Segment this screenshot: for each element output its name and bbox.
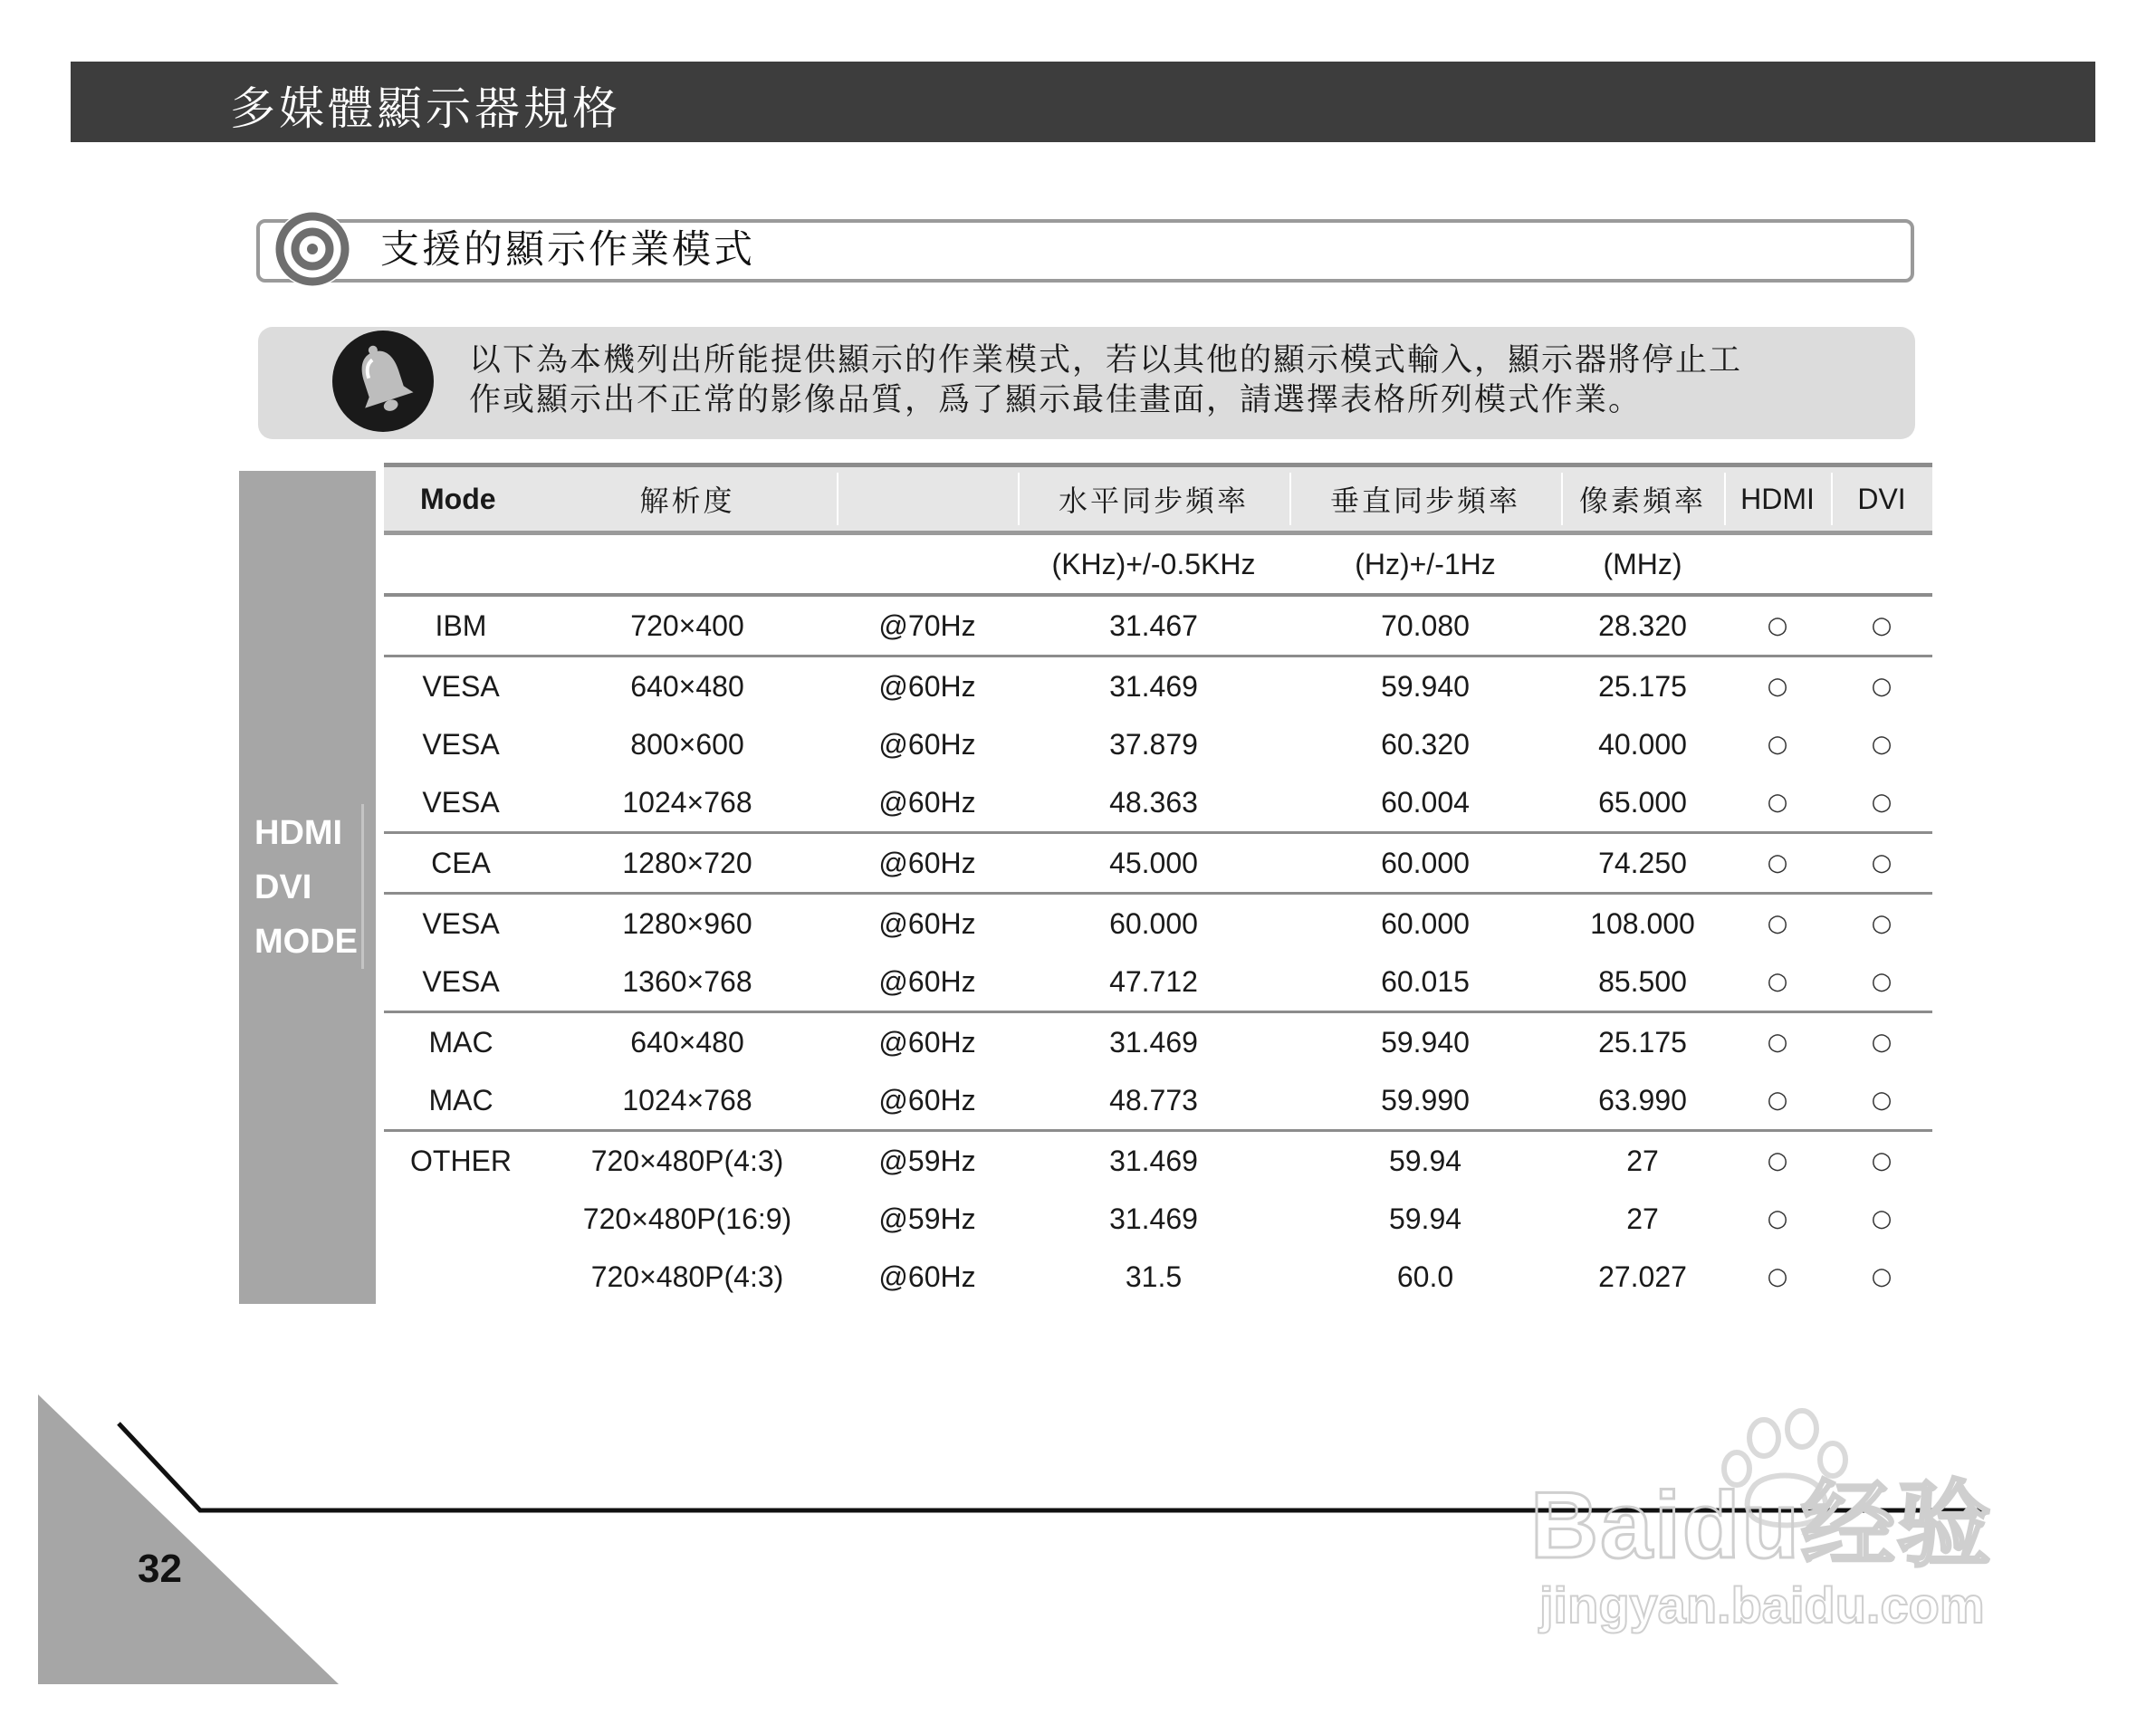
table-row	[384, 715, 1932, 773]
header-hdmi: HDMI	[1740, 482, 1815, 515]
cell-pixel-freq: 28.320	[1598, 608, 1687, 642]
cell-mode: MAC	[428, 1083, 493, 1116]
cell-refresh-rate: @60Hz	[878, 964, 976, 998]
bell-icon	[331, 329, 436, 434]
header-divider	[1561, 473, 1563, 525]
cell-pixel-freq: 25.175	[1598, 1025, 1687, 1059]
cell-pixel-freq: 27	[1626, 1144, 1659, 1177]
cell-mode: VESA	[422, 906, 500, 940]
cell-refresh-rate: @59Hz	[878, 1202, 976, 1235]
cell-hdmi-support: ○	[1767, 1205, 1788, 1232]
cell-resolution: 720×480P(4:3)	[590, 1144, 784, 1177]
cell-mode: VESA	[422, 785, 500, 819]
side-label-hdmi: HDMI	[254, 814, 343, 852]
cell-mode: MAC	[428, 1025, 493, 1059]
cell-resolution: 720×480P(16:9)	[582, 1202, 792, 1235]
cell-hdmi-support: ○	[1767, 1263, 1788, 1290]
table-row-group	[384, 1132, 1932, 1306]
cell-resolution: 640×480	[630, 669, 744, 703]
cell-mode: VESA	[422, 669, 500, 703]
cell-h-freq: 48.773	[1109, 1083, 1198, 1116]
table-row	[384, 597, 1932, 655]
cell-h-freq: 31.5	[1125, 1260, 1183, 1293]
side-divider	[361, 804, 364, 969]
cell-h-freq: 37.879	[1109, 727, 1198, 761]
table-body	[384, 597, 1932, 1306]
cell-mode: IBM	[435, 608, 487, 642]
cell-h-freq: 47.712	[1109, 964, 1198, 998]
cell-hdmi-support: ○	[1767, 789, 1788, 816]
table-row-group	[384, 834, 1932, 895]
unit-h-freq: (KHz)+/-0.5KHz	[1051, 547, 1256, 580]
cell-h-freq: 45.000	[1109, 846, 1198, 879]
cell-hdmi-support: ○	[1767, 910, 1788, 937]
target-icon	[273, 209, 352, 289]
cell-refresh-rate: @70Hz	[878, 608, 976, 642]
table-row-group	[384, 657, 1932, 834]
cell-pixel-freq: 27	[1626, 1202, 1659, 1235]
table-row	[384, 1071, 1932, 1129]
cell-v-freq: 70.080	[1381, 608, 1470, 642]
cell-hdmi-support: ○	[1767, 849, 1788, 877]
cell-v-freq: 60.000	[1381, 906, 1470, 940]
cell-dvi-support: ○	[1871, 910, 1892, 937]
cell-resolution: 720×480P(4:3)	[590, 1260, 784, 1293]
cell-refresh-rate: @60Hz	[878, 785, 976, 819]
cell-dvi-support: ○	[1871, 1205, 1892, 1232]
page-title: 多媒體顯示器規格	[230, 82, 621, 135]
cell-h-freq: 31.469	[1109, 1144, 1198, 1177]
header-divider	[1831, 473, 1833, 525]
header-h-freq: 水平同步頻率	[1058, 484, 1249, 518]
header-pixel-freq: 像素頻率	[1578, 484, 1706, 518]
cell-mode: OTHER	[410, 1144, 512, 1177]
table-row	[384, 657, 1932, 715]
cell-dvi-support: ○	[1871, 789, 1892, 816]
cell-pixel-freq: 25.175	[1598, 669, 1687, 703]
cell-pixel-freq: 108.000	[1590, 906, 1695, 940]
table-row-group	[384, 1013, 1932, 1132]
table-row-group	[384, 597, 1932, 657]
cell-hdmi-support: ○	[1767, 968, 1788, 995]
cell-v-freq: 59.940	[1381, 669, 1470, 703]
cell-resolution: 1280×960	[622, 906, 752, 940]
unit-v-freq: (Hz)+/-1Hz	[1355, 547, 1496, 580]
cell-pixel-freq: 74.250	[1598, 846, 1687, 879]
display-modes-table	[384, 463, 1932, 1306]
cell-mode: VESA	[422, 727, 500, 761]
cell-v-freq: 60.000	[1381, 846, 1470, 879]
cell-pixel-freq: 40.000	[1598, 727, 1687, 761]
cell-dvi-support: ○	[1871, 673, 1892, 700]
cell-v-freq: 59.940	[1381, 1025, 1470, 1059]
page-number: 32	[138, 1547, 182, 1591]
header-resolution: 解析度	[639, 484, 735, 518]
unit-pixel-freq: (MHz)	[1603, 547, 1682, 580]
header-divider	[1724, 473, 1726, 525]
cell-resolution: 720×400	[630, 608, 744, 642]
cell-resolution: 800×600	[630, 727, 744, 761]
cell-h-freq: 31.467	[1109, 608, 1198, 642]
table-row	[384, 773, 1932, 831]
table-row	[384, 953, 1932, 1011]
table-row	[384, 1248, 1932, 1306]
cell-dvi-support: ○	[1871, 612, 1892, 639]
cell-pixel-freq: 85.500	[1598, 964, 1687, 998]
header-mode: Mode	[420, 482, 496, 515]
cell-v-freq: 59.990	[1381, 1083, 1470, 1116]
cell-pixel-freq: 65.000	[1598, 785, 1687, 819]
cell-hdmi-support: ○	[1767, 1029, 1788, 1056]
cell-hdmi-support: ○	[1767, 731, 1788, 758]
table-row	[384, 1132, 1932, 1190]
table-row-group	[384, 895, 1932, 1013]
watermark-brand: Baidu经验	[1530, 1473, 1993, 1578]
cell-v-freq: 60.015	[1381, 964, 1470, 998]
cell-hdmi-support: ○	[1767, 612, 1788, 639]
table-units-row	[384, 535, 1932, 597]
cell-dvi-support: ○	[1871, 731, 1892, 758]
cell-dvi-support: ○	[1871, 849, 1892, 877]
cell-refresh-rate: @60Hz	[878, 1025, 976, 1059]
cell-resolution: 1280×720	[622, 846, 752, 879]
side-label-dvi: DVI	[254, 868, 312, 906]
cell-v-freq: 60.0	[1396, 1260, 1454, 1293]
cell-refresh-rate: @60Hz	[878, 727, 976, 761]
cell-pixel-freq: 63.990	[1598, 1083, 1687, 1116]
table-row	[384, 1013, 1932, 1071]
cell-v-freq: 60.320	[1381, 727, 1470, 761]
cell-hdmi-support: ○	[1767, 1147, 1788, 1174]
cell-refresh-rate: @60Hz	[878, 1260, 976, 1293]
cell-h-freq: 48.363	[1109, 785, 1198, 819]
cell-h-freq: 31.469	[1109, 1025, 1198, 1059]
cell-dvi-support: ○	[1871, 1029, 1892, 1056]
side-label-mode: MODE	[254, 923, 358, 961]
header-dvi: DVI	[1857, 482, 1906, 515]
cell-resolution: 640×480	[630, 1025, 744, 1059]
table-header-row	[384, 463, 1932, 535]
header-divider	[1289, 473, 1291, 525]
cell-v-freq: 59.94	[1388, 1202, 1462, 1235]
cell-v-freq: 59.94	[1388, 1144, 1462, 1177]
cell-hdmi-support: ○	[1767, 1087, 1788, 1114]
cell-refresh-rate: @59Hz	[878, 1144, 976, 1177]
cell-mode: CEA	[431, 846, 491, 879]
cell-resolution: 1024×768	[622, 1083, 752, 1116]
cell-refresh-rate: @60Hz	[878, 1083, 976, 1116]
cell-h-freq: 31.469	[1109, 1202, 1198, 1235]
table-row	[384, 895, 1932, 953]
header-divider	[837, 473, 838, 525]
cell-dvi-support: ○	[1871, 968, 1892, 995]
cell-mode	[384, 1248, 538, 1306]
cell-resolution: 1024×768	[622, 785, 752, 819]
table-row	[384, 834, 1932, 892]
cell-dvi-support: ○	[1871, 1087, 1892, 1114]
cell-dvi-support: ○	[1871, 1147, 1892, 1174]
header-divider	[1018, 473, 1020, 525]
cell-refresh-rate: @60Hz	[878, 906, 976, 940]
cell-h-freq: 60.000	[1109, 906, 1198, 940]
cell-v-freq: 60.004	[1381, 785, 1470, 819]
cell-refresh-rate: @60Hz	[878, 669, 976, 703]
side-mode-label	[254, 806, 358, 969]
cell-h-freq: 31.469	[1109, 669, 1198, 703]
header-bar	[71, 62, 2095, 142]
cell-pixel-freq: 27.027	[1598, 1260, 1687, 1293]
cell-dvi-support: ○	[1871, 1263, 1892, 1290]
watermark-url: jingyan.baidu.com	[1539, 1576, 1985, 1634]
table-row	[384, 1190, 1932, 1248]
note-line-1: 以下為本機列出所能提供顯示的作業模式，若以其他的顯示模式輸入，顯示器將停止工	[469, 342, 1743, 378]
cell-refresh-rate: @60Hz	[878, 846, 976, 879]
cell-hdmi-support: ○	[1767, 673, 1788, 700]
section-title: 支援的顯示作業模式	[380, 227, 755, 273]
header-v-freq: 垂直同步頻率	[1329, 484, 1520, 518]
note-text	[469, 340, 1900, 420]
cell-mode	[384, 1190, 538, 1248]
note-line-2: 作或顯示出不正常的影像品質，爲了顯示最佳畫面，請選擇表格所列模式作業。	[469, 382, 1643, 418]
cell-resolution: 1360×768	[622, 964, 752, 998]
cell-mode: VESA	[422, 964, 500, 998]
